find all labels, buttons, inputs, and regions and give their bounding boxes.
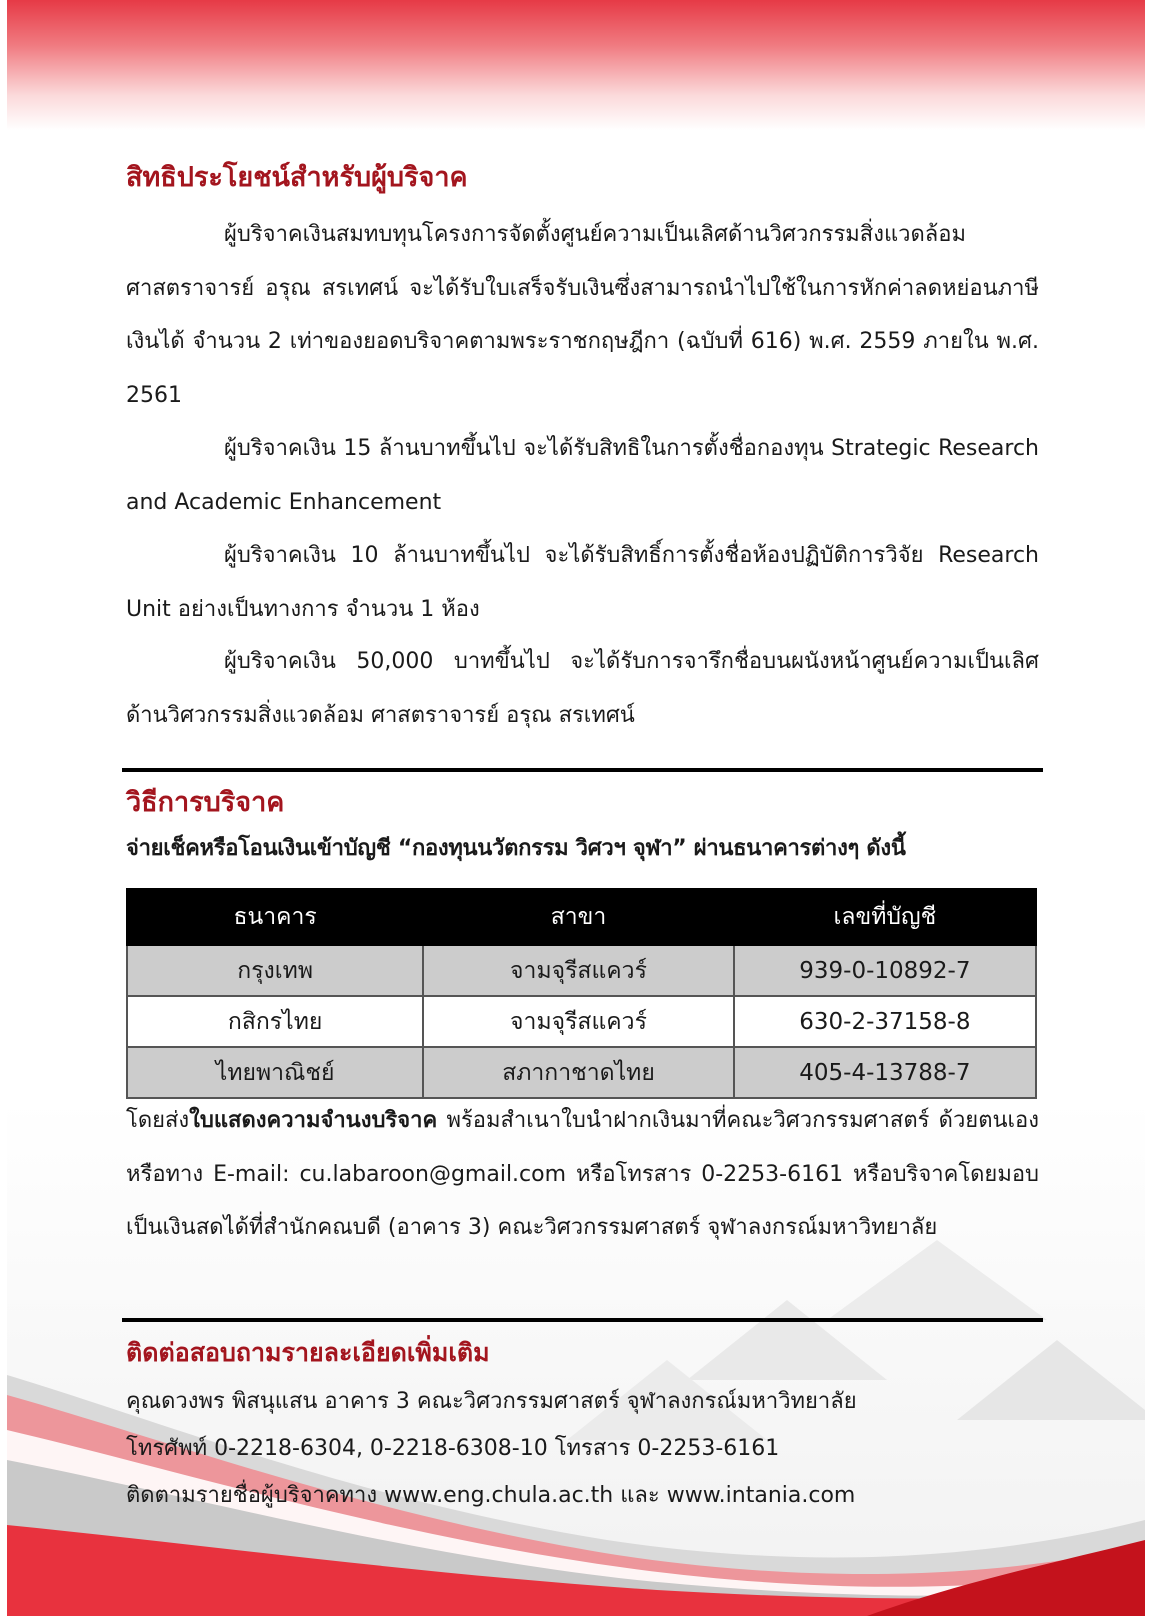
donation-submission-note: โดยส่งใบแสดงความจำนงบริจาค พร้อมสำเนาใบนำฝากเงินมาที่คณะวิศวกรรมศาสตร์ ด้วยตนเอง หรือทาง E-mail: cu.labaroon@gmail.com หรือโทรสาร 0-2253-6161 หรือบริจาคโดยมอบเป็นเงินสดได้ที่สำนักคณบดี (อาคาร 3) คณะวิศวกรรมศาสตร์ จุฬาลงกรณ์มหาวิทยาลัย bbox=[126, 1108, 1039, 1240]
contact-person-line: คุณดวงพร พิสนุแสน อาคาร 3 คณะวิศวกรรมศาสตร์ จุฬาลงกรณ์มหาวิทยาลัย bbox=[126, 1389, 857, 1414]
bank-name: ไทยพาณิชย์ bbox=[127, 1047, 423, 1098]
account-number: 939-0-10892-7 bbox=[734, 945, 1036, 996]
bank-name: กสิกรไทย bbox=[127, 996, 423, 1047]
donation-heading: วิธีการบริจาค bbox=[126, 787, 285, 818]
table-row bbox=[127, 945, 1036, 996]
table-row bbox=[127, 1047, 1036, 1098]
brochure-page bbox=[7, 0, 1145, 1616]
bank-account-table bbox=[126, 888, 1037, 1099]
header-account-number: เลขที่บัญชี bbox=[734, 889, 1036, 945]
header-bank: ธนาคาร bbox=[127, 889, 423, 945]
donation-instruction: จ่ายเช็คหรือโอนเงินเข้าบัญชี “กองทุนนวัตกรรม วิศวฯ จุฬา” ผ่านธนาคารต่างๆ ดังนี้ bbox=[126, 836, 906, 861]
account-number: 630-2-37158-8 bbox=[734, 996, 1036, 1047]
account-number: 405-4-13788-7 bbox=[734, 1047, 1036, 1098]
section-divider bbox=[122, 1318, 1043, 1322]
benefits-paragraph-2: ผู้บริจาคเงิน 15 ล้านบาทขึ้นไป จะได้รับสิทธิในการตั้งชื่อกองทุน Strategic Research and Academic Enhancement bbox=[126, 436, 1039, 515]
contact-phone-line: โทรศัพท์ 0-2218-6304, 0-2218-6308-10 โทรสาร 0-2253-6161 bbox=[126, 1436, 780, 1461]
donation-form-name: ใบแสดงความจำนงบริจาค bbox=[189, 1108, 438, 1133]
benefits-paragraph-3: ผู้บริจาคเงิน 10 ล้านบาทขึ้นไป จะได้รับสิทธิ์การตั้งชื่อห้องปฏิบัติการวิจัย Research Unit อย่างเป็นทางการ จำนวน 1 ห้อง bbox=[126, 543, 1039, 622]
benefits-heading: สิทธิประโยชน์สำหรับผู้บริจาค bbox=[126, 162, 468, 193]
branch-name: จามจุรีสแควร์ bbox=[423, 945, 733, 996]
benefits-paragraph-4: ผู้บริจาคเงิน 50,000 บาทขึ้นไป จะได้รับการจารึกชื่อบนผนังหน้าศูนย์ความเป็นเลิศด้านวิศวกรรมสิ่งแวดล้อม ศาสตราจารย์ อรุณ สรเทศน์ bbox=[126, 649, 1039, 728]
table-row bbox=[127, 996, 1036, 1047]
contact-website-line: ติดตามรายชื่อผู้บริจาคทาง www.eng.chula.ac.th และ www.intania.com bbox=[126, 1483, 856, 1508]
benefits-paragraph-1: ผู้บริจาคเงินสมทบทุนโครงการจัดตั้งศูนย์ความเป็นเลิศด้านวิศวกรรมสิ่งแวดล้อม ศาสตราจารย์ อรุณ สรเทศน์ จะได้รับใบเสร็จรับเงินซึ่งสามารถนำไปใช้ในการหักค่าลดหย่อนภาษีเงินได้ จำนวน 2 เท่าของยอดบริจาคตามพระราชกฤษฎีกา (ฉบับที่ 616) พ.ศ. 2559 ภายใน พ.ศ. 2561 bbox=[126, 222, 1039, 408]
table-header-row bbox=[127, 889, 1036, 945]
section-divider bbox=[122, 768, 1043, 772]
branch-name: จามจุรีสแควร์ bbox=[423, 996, 733, 1047]
header-branch: สาขา bbox=[423, 889, 733, 945]
bank-name: กรุงเทพ bbox=[127, 945, 423, 996]
contact-heading: ติดต่อสอบถามรายละเอียดเพิ่มเติม bbox=[126, 1338, 490, 1367]
branch-name: สภากาชาดไทย bbox=[423, 1047, 733, 1098]
